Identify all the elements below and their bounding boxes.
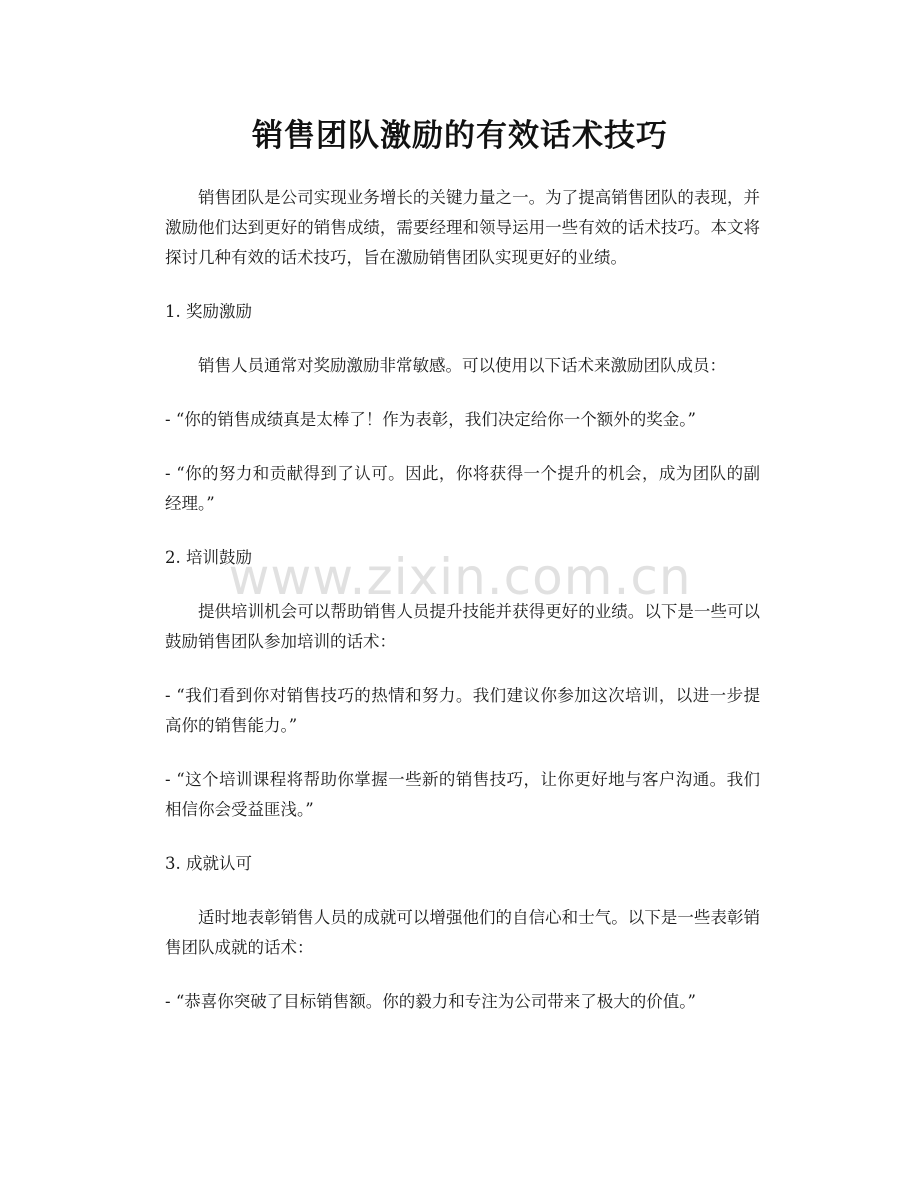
document-title: 销售团队激励的有效话术技巧 [252,118,668,154]
quote-item: - “你的销售成绩真是太棒了！作为表彰，我们决定给你一个额外的奖金。” [165,410,696,429]
section-paragraph: 适时地表彰销售人员的成就可以增强他们的自信心和士气。以下是一些表彰销售团队成就的话术： [165,908,760,957]
watermark: www.zixin.com.cn [228,548,692,606]
document-body [165,183,760,1017]
intro-paragraph: 销售团队是公司实现业务增长的关键力量之一。为了提高销售团队的表现，并激励他们达到更好的销售成绩，需要经理和领导运用一些有效的话术技巧。本文将探讨几种有效的话术技巧，旨在激励销售团队实现更好的业绩。 [165,188,760,267]
quote-item: - “你的努力和贡献得到了认可。因此，你将获得一个提升的机会，成为团队的副经理。” [165,464,760,513]
quote-item: - “恭喜你突破了目标销售额。你的毅力和专注为公司带来了极大的价值。” [165,992,696,1011]
section-heading: 3. 成就认可 [165,854,252,873]
section-heading: 2. 培训鼓励 [165,548,252,567]
section-paragraph: 销售人员通常对奖励激励非常敏感。可以使用以下话术来激励团队成员： [198,356,726,375]
quote-item: - “这个培训课程将帮助你掌握一些新的销售技巧，让你更好地与客户沟通。我们相信你会受益匪浅。” [165,770,760,819]
section-paragraph: 提供培训机会可以帮助销售人员提升技能并获得更好的业绩。以下是一些可以鼓励销售团队参加培训的话术： [165,602,760,651]
section-heading: 1. 奖励激励 [165,302,252,321]
quote-item: - “我们看到你对销售技巧的热情和努力。我们建议你参加这次培训，以进一步提高你的销售能力。” [165,686,760,735]
